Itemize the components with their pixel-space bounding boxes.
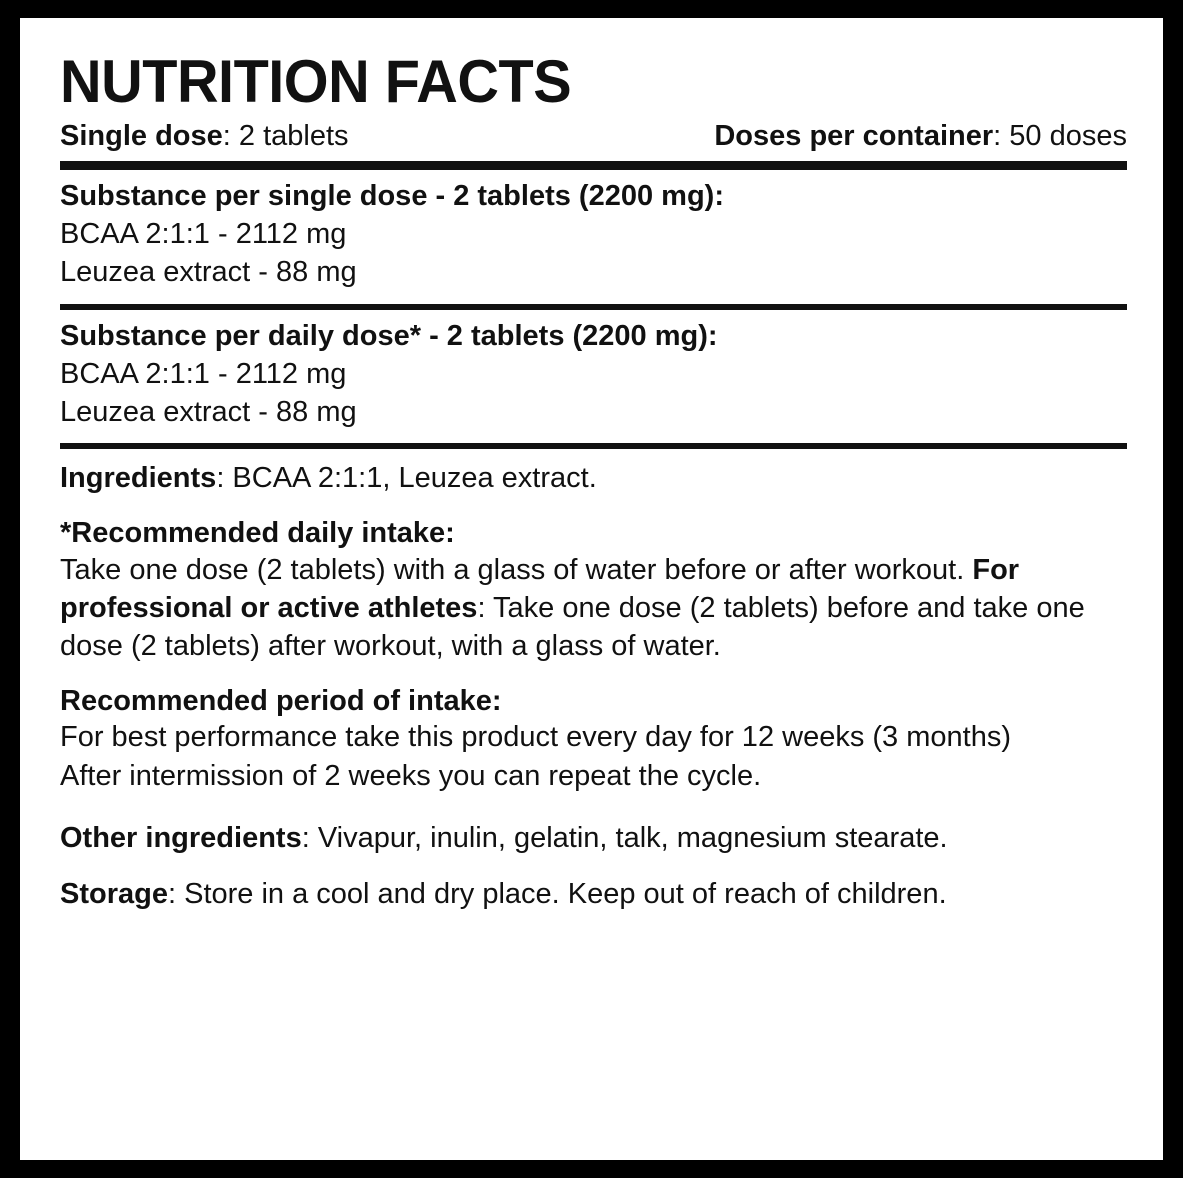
per-single-dose-row: Leuzea extract - 88 mg bbox=[60, 256, 357, 289]
recommended-intake-bold: For professional or active athletes bbox=[60, 554, 1020, 625]
recommended-intake-part1: Take one dose (2 tablets) with a glass of water before or after workout. bbox=[60, 554, 973, 587]
divider-med-2 bbox=[60, 443, 1127, 449]
ingredients-value: : BCAA 2:1:1, Leuzea extract. bbox=[216, 462, 597, 495]
storage-section bbox=[60, 875, 1127, 913]
doses-per-container bbox=[714, 120, 1127, 153]
single-dose-label: Single dose bbox=[60, 120, 223, 152]
single-dose-value: : 2 tablets bbox=[222, 120, 349, 152]
ingredients-label: Ingredients bbox=[60, 462, 217, 495]
divider-thick-top bbox=[60, 161, 1127, 170]
storage-value: : Store in a cool and dry place. Keep out of reach of children. bbox=[167, 878, 947, 911]
per-daily-dose-heading: Substance per daily dose* - 2 tablets (2200 mg): bbox=[60, 319, 718, 352]
period-line-2: After intermission of 2 weeks you can repeat the cycle. bbox=[60, 759, 762, 792]
per-single-dose-heading: Substance per single dose - 2 tablets (2200 mg): bbox=[60, 180, 724, 212]
recommended-intake-text bbox=[60, 552, 1127, 665]
per-single-dose-row: BCAA 2:1:1 - 2112 mg bbox=[60, 218, 347, 250]
dose-summary-row bbox=[60, 120, 1127, 153]
page-title: NUTRITION FACTS bbox=[60, 48, 572, 115]
nutrition-facts-panel bbox=[20, 18, 1163, 1160]
ingredients-section bbox=[60, 459, 1127, 497]
single-dose bbox=[60, 120, 349, 153]
other-ingredients-label: Other ingredients bbox=[60, 821, 302, 854]
recommended-intake-part2: : Take one dose (2 tablets) before and take one dose (2 tablets) after workout, with a glass of water. bbox=[60, 592, 1085, 662]
doses-per-container-label: Doses per container bbox=[714, 120, 994, 152]
divider-med-1 bbox=[60, 304, 1127, 310]
per-daily-dose-section bbox=[60, 320, 1127, 432]
doses-per-container-value: : 50 doses bbox=[993, 120, 1127, 152]
other-ingredients-section bbox=[60, 819, 1127, 857]
per-daily-dose-row: Leuzea extract - 88 mg bbox=[60, 395, 357, 428]
period-line-1: For best performance take this product every day for 12 weeks (3 months) bbox=[60, 721, 1011, 754]
recommended-intake-heading: *Recommended daily intake: bbox=[60, 517, 455, 550]
per-daily-dose-row: BCAA 2:1:1 - 2112 mg bbox=[60, 357, 347, 390]
period-heading: Recommended period of intake: bbox=[60, 685, 502, 718]
per-single-dose-section bbox=[60, 180, 1127, 292]
storage-label: Storage bbox=[60, 878, 168, 911]
period-section bbox=[60, 685, 1127, 795]
recommended-intake-section bbox=[60, 517, 1127, 665]
other-ingredients-value: : Vivapur, inulin, gelatin, talk, magnesium stearate. bbox=[301, 821, 948, 854]
